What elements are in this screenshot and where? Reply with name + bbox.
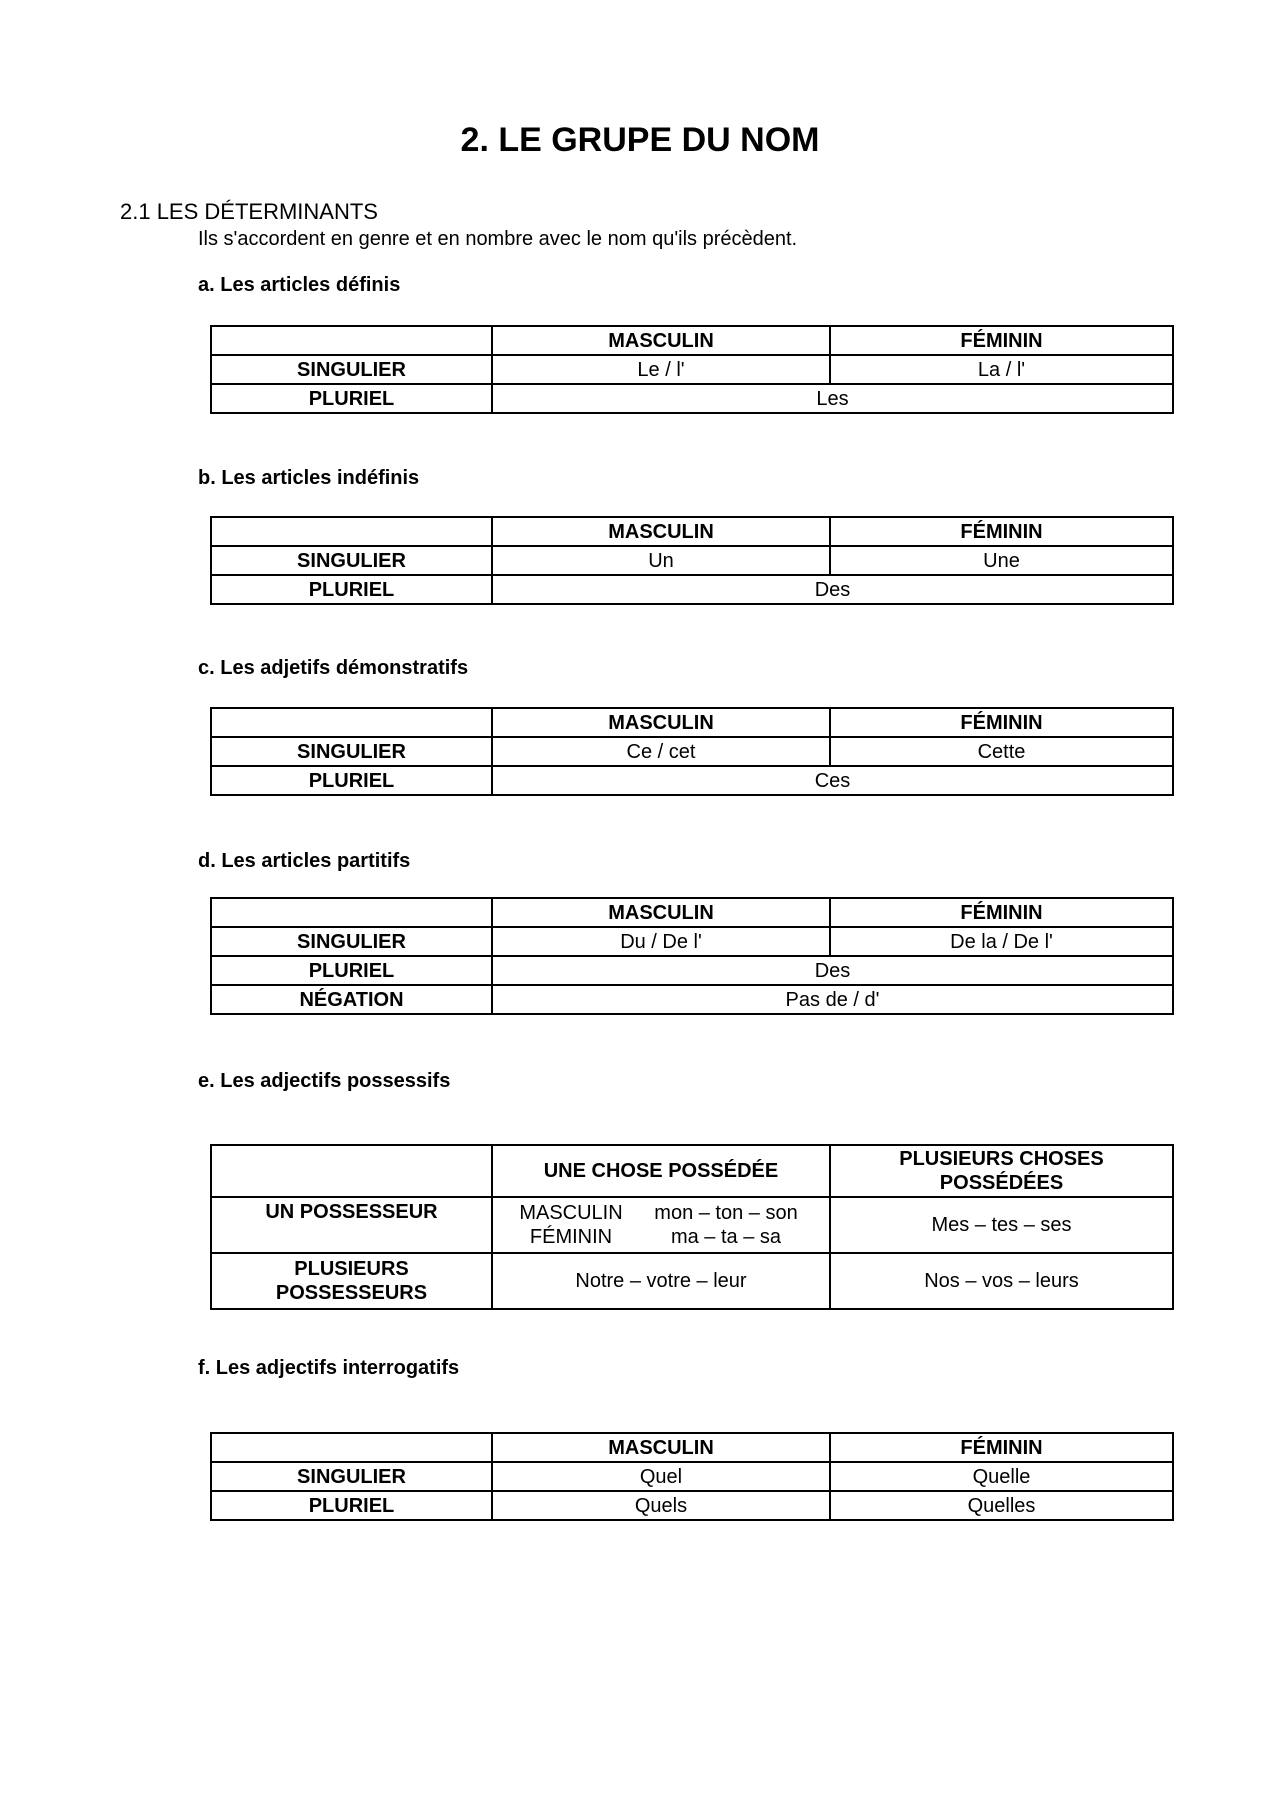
cell-masculin-singulier: Le / l' (492, 355, 830, 384)
cell-plusieurs-possesseurs-une-chose: Notre – votre – leur (492, 1253, 830, 1309)
table-row (211, 956, 1173, 985)
corner-cell (211, 898, 492, 927)
column-header-masculin: MASCULIN (492, 708, 830, 737)
row-header-negation: NÉGATION (211, 985, 492, 1014)
forms-masculin: mon – ton – son (654, 1202, 798, 1224)
cell-un-possesseur-plusieurs-choses: Mes – tes – ses (830, 1197, 1173, 1253)
row-header-pluriel: PLURIEL (211, 766, 492, 795)
cell-masculin-pluriel: Quels (492, 1491, 830, 1520)
row-header-plusieurs-possesseurs-text: PLUSIEURS POSSESSEURS (275, 1258, 428, 1304)
table-header-row (211, 326, 1173, 355)
table-row (211, 737, 1173, 766)
table-articles-definis (210, 325, 1174, 414)
table-header-row (211, 1433, 1173, 1462)
table-row (211, 384, 1173, 413)
heading-articles-indefinis: b. Les articles indéfinis (198, 467, 420, 489)
table-row (211, 1197, 1173, 1253)
label-feminin: FÉMININ (529, 1226, 613, 1248)
table-row (211, 546, 1173, 575)
column-header-feminin: FÉMININ (830, 898, 1173, 927)
column-header-masculin: MASCULIN (492, 898, 830, 927)
cell-feminin-pluriel: Quelles (830, 1491, 1173, 1520)
cell-masculin-singulier: Ce / cet (492, 737, 830, 766)
table-row (211, 766, 1173, 795)
cell-pluriel: Ces (492, 766, 1173, 795)
corner-cell (211, 1145, 492, 1197)
heading-articles-definis: a. Les articles définis (198, 274, 401, 296)
cell-un-possesseur-une-chose (492, 1197, 830, 1253)
table-header-row (211, 517, 1173, 546)
table-row (211, 1491, 1173, 1520)
corner-cell (211, 326, 492, 355)
row-header-pluriel: PLURIEL (211, 956, 492, 985)
column-header-une-chose: UNE CHOSE POSSÉDÉE (492, 1145, 830, 1197)
cell-pluriel: Des (492, 956, 1173, 985)
column-header-plusieurs-choses-text: PLUSIEURS CHOSES POSSÉDÉES (899, 1148, 1104, 1194)
column-header-feminin: FÉMININ (830, 1433, 1173, 1462)
cell-feminin-singulier: Cette (830, 737, 1173, 766)
forms-feminin: ma – ta – sa (670, 1226, 782, 1248)
table-adjectifs-demonstratifs (210, 707, 1174, 796)
heading-articles-partitifs: d. Les articles partitifs (198, 850, 411, 872)
cell-pluriel: Les (492, 384, 1173, 413)
corner-cell (211, 517, 492, 546)
column-header-feminin: FÉMININ (830, 708, 1173, 737)
heading-adjectifs-possessifs: e. Les adjectifs possessifs (198, 1070, 451, 1092)
row-header-singulier: SINGULIER (211, 546, 492, 575)
row-header-singulier: SINGULIER (211, 927, 492, 956)
table-row (211, 927, 1173, 956)
label-masculin: MASCULIN (519, 1202, 623, 1224)
table-row (211, 1253, 1173, 1309)
section-intro: Ils s'accordent en genre et en nombre avec le nom qu'ils précèdent. (198, 228, 798, 250)
table-row (211, 355, 1173, 384)
column-header-masculin: MASCULIN (492, 1433, 830, 1462)
corner-cell (211, 1433, 492, 1462)
table-row (211, 1462, 1173, 1491)
section-title: 2.1 LES DÉTERMINANTS (120, 199, 378, 224)
cell-masculin-singulier: Un (492, 546, 830, 575)
corner-cell (211, 708, 492, 737)
page-title: 2. LE GRUPE DU NOM (460, 121, 820, 159)
cell-masculin-singulier: Quel (492, 1462, 830, 1491)
table-adjectifs-possessifs (210, 1144, 1174, 1310)
column-header-feminin: FÉMININ (830, 517, 1173, 546)
cell-plusieurs-possesseurs-plusieurs-choses: Nos – vos – leurs (830, 1253, 1173, 1309)
cell-feminin-singulier: Quelle (830, 1462, 1173, 1491)
cell-pluriel: Des (492, 575, 1173, 604)
table-header-row (211, 708, 1173, 737)
gender-forms (493, 1201, 829, 1249)
row-header-un-possesseur: UN POSSESSEUR (211, 1197, 492, 1253)
row-header-pluriel: PLURIEL (211, 575, 492, 604)
heading-adjectifs-demonstratifs: c. Les adjetifs démonstratifs (198, 657, 469, 679)
cell-feminin-singulier: Une (830, 546, 1173, 575)
column-header-masculin: MASCULIN (492, 517, 830, 546)
row-header-singulier: SINGULIER (211, 1462, 492, 1491)
table-header-row (211, 1145, 1173, 1197)
cell-masculin-singulier: Du / De l' (492, 927, 830, 956)
cell-feminin-singulier: De la / De l' (830, 927, 1173, 956)
table-header-row (211, 898, 1173, 927)
heading-adjectifs-interrogatifs: f. Les adjectifs interrogatifs (198, 1357, 460, 1379)
cell-feminin-singulier: La / l' (830, 355, 1173, 384)
column-header-feminin: FÉMININ (830, 326, 1173, 355)
column-header-plusieurs-choses (830, 1145, 1173, 1197)
row-header-plusieurs-possesseurs (211, 1253, 492, 1309)
row-header-pluriel: PLURIEL (211, 1491, 492, 1520)
row-header-singulier: SINGULIER (211, 355, 492, 384)
table-adjectifs-interrogatifs (210, 1432, 1174, 1521)
row-header-pluriel: PLURIEL (211, 384, 492, 413)
table-row (211, 575, 1173, 604)
table-articles-indefinis (210, 516, 1174, 605)
cell-negation: Pas de / d' (492, 985, 1173, 1014)
row-header-singulier: SINGULIER (211, 737, 492, 766)
table-row (211, 985, 1173, 1014)
table-articles-partitifs (210, 897, 1174, 1015)
column-header-masculin: MASCULIN (492, 326, 830, 355)
